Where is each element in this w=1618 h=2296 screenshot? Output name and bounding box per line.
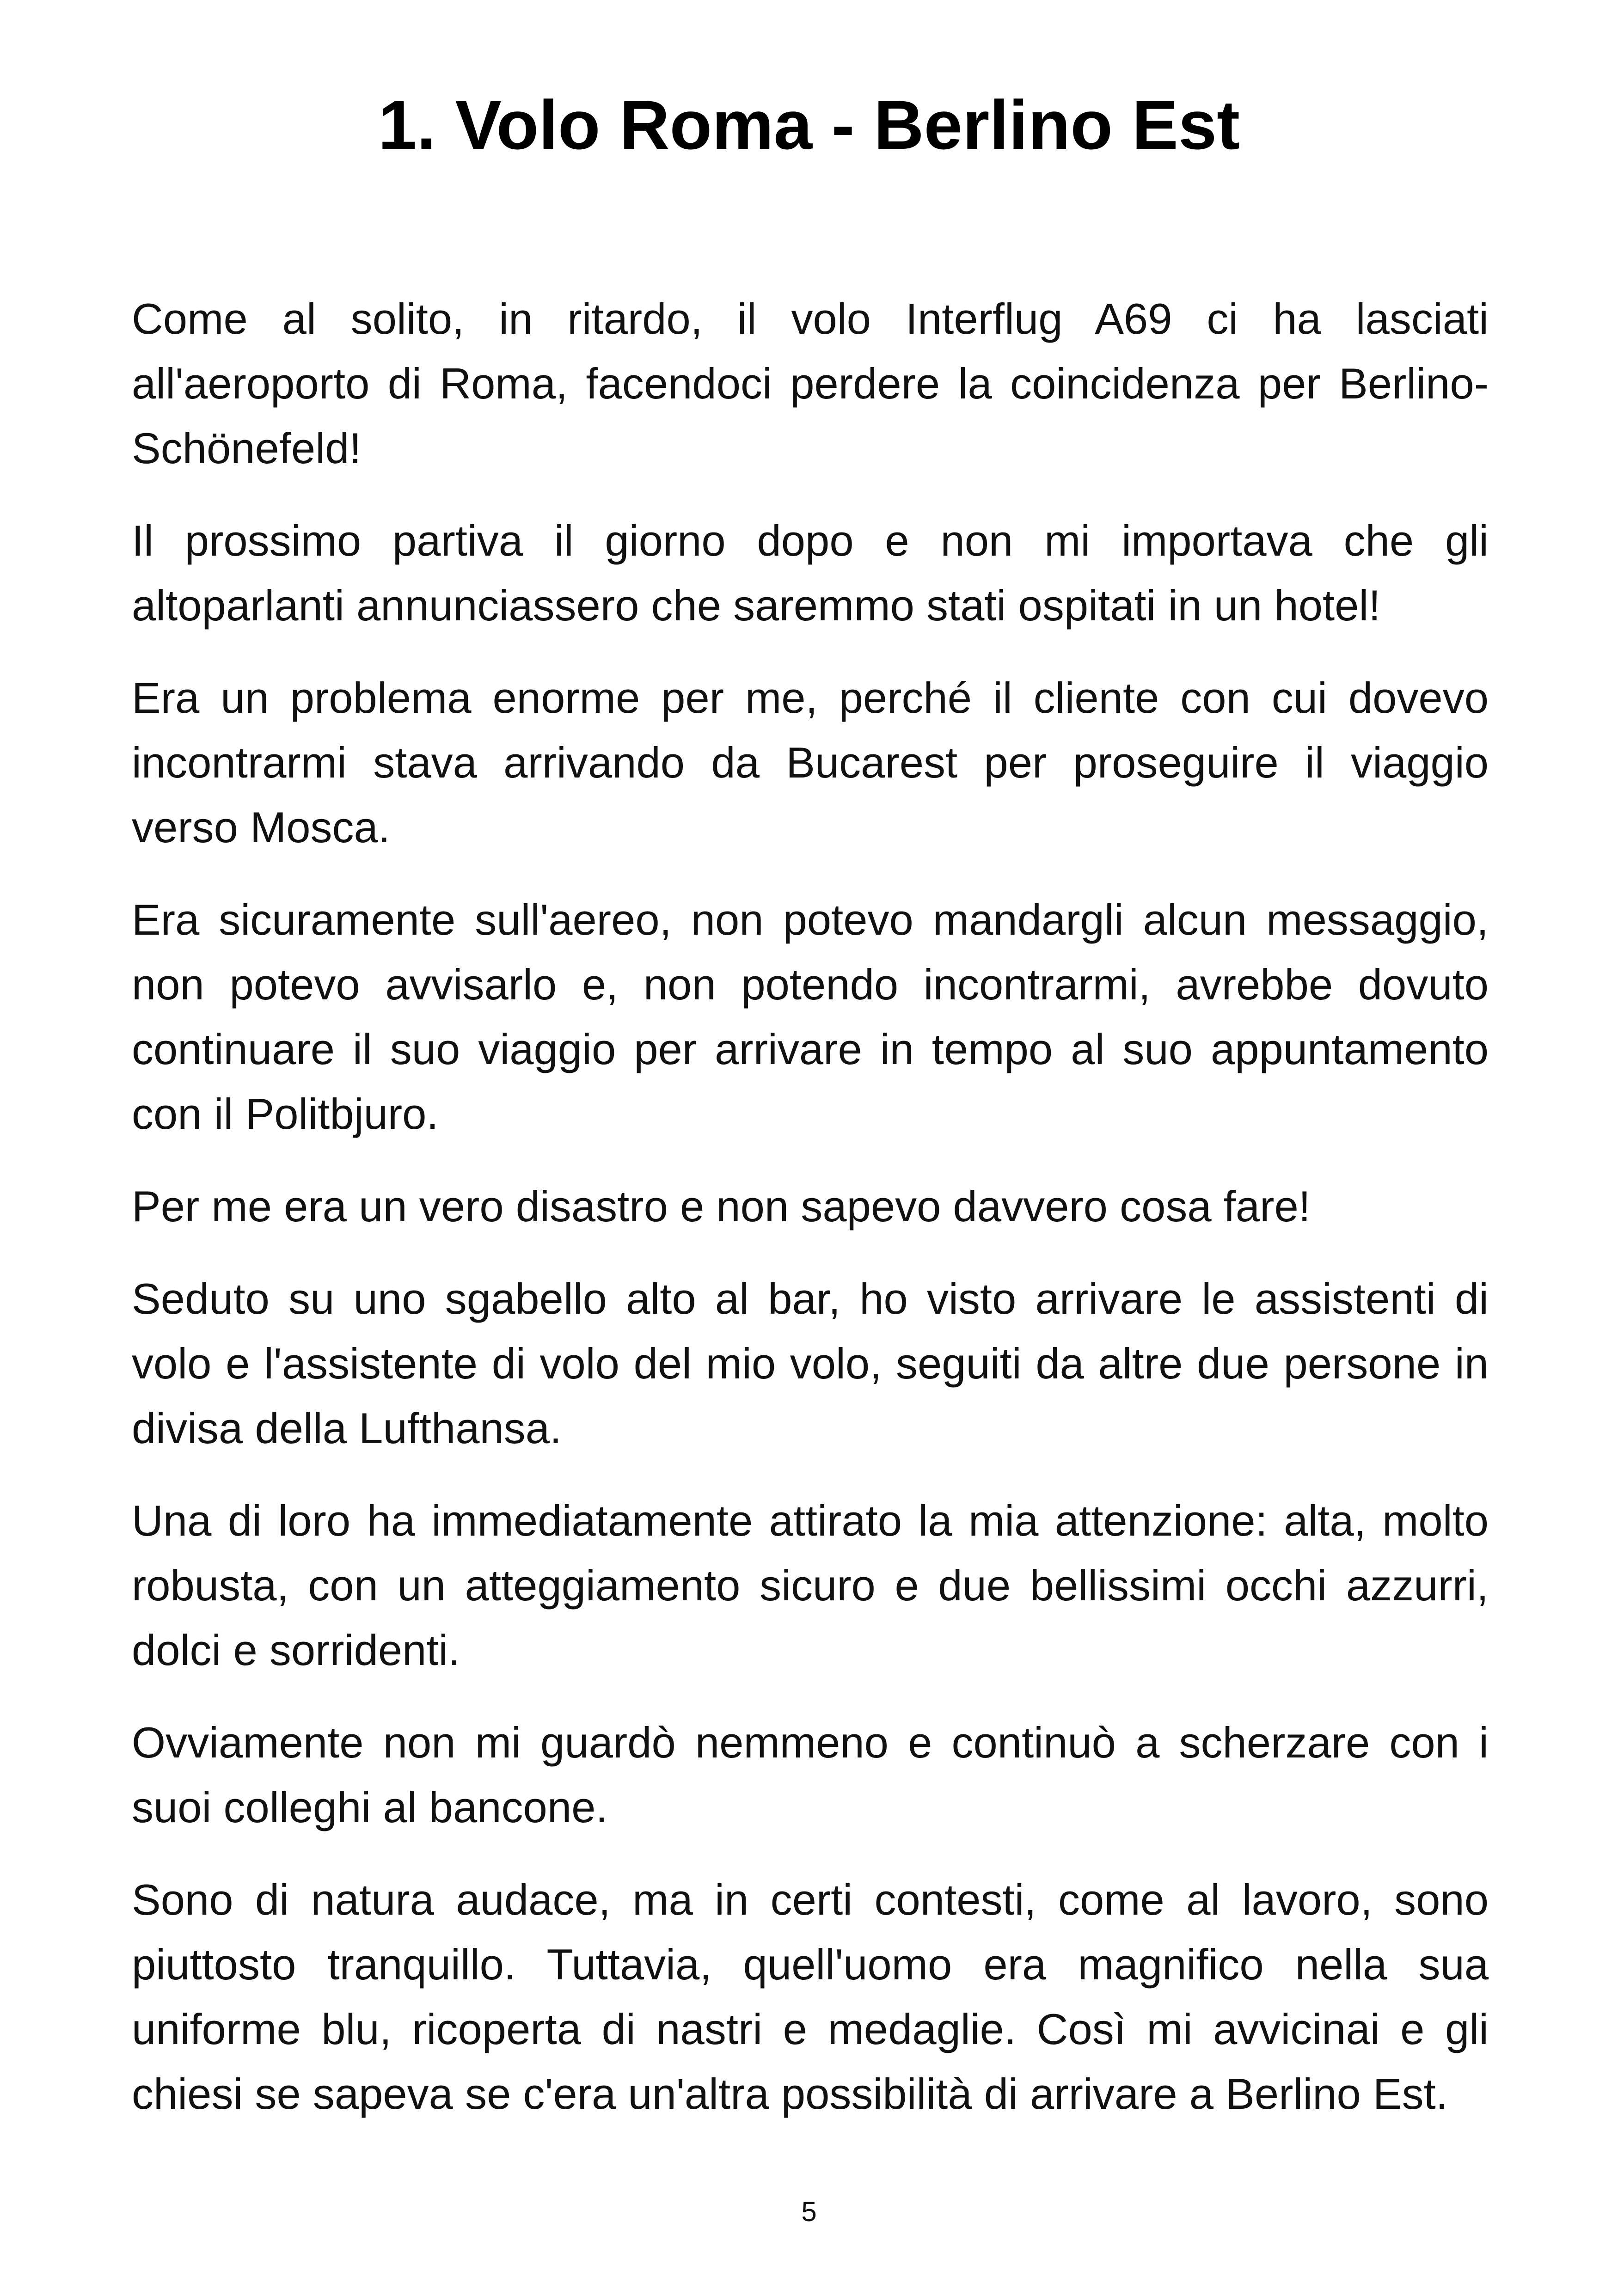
page-number: 5 <box>801 2196 817 2227</box>
chapter-title: 1. Volo Roma - Berlino Est <box>378 86 1240 164</box>
paragraph: Come al solito, in ritardo, il volo Interflug A69 ci ha lasciati all'aeroporto di Roma, facendoci perdere la coincidenza per Berlino-Schönefeld! <box>132 294 1489 472</box>
paragraph: Era un problema enorme per me, perché il cliente con cui dovevo incontrarmi stava arrivando da Bucarest per proseguire il viaggio verso Mosca. <box>132 673 1489 851</box>
paragraph: Era sicuramente sull'aereo, non potevo mandargli alcun messaggio, non potevo avvisarlo e, non potendo incontrarmi, avrebbe dovuto continuare il suo viaggio per arrivare in tempo al suo appuntamento con il Politbjuro. <box>132 895 1489 1138</box>
paragraph: Il prossimo partiva il giorno dopo e non mi importava che gli altoparlanti annunciassero che saremmo stati ospitati in un hotel! <box>132 516 1489 630</box>
paragraph: Sono di natura audace, ma in certi contesti, come al lavoro, sono piuttosto tranquillo. Tuttavia, quell'uomo era magnifico nella sua uniforme blu, ricoperta di nastri e medaglie. Così mi avvicinai e gli chiesi se sapeva se c'era un'altra possibilità di arrivare a Berlino Est. <box>132 1875 1489 2118</box>
paragraph: Una di loro ha immediatamente attirato la mia attenzione: alta, molto robusta, con un atteggiamento sicuro e due bellissimi occhi azzurri, dolci e sorridenti. <box>132 1496 1489 1674</box>
paragraph: Per me era un vero disastro e non sapevo davvero cosa fare! <box>132 1182 1311 1231</box>
chapter-body <box>132 287 1489 2154</box>
paragraph: Seduto su uno sgabello alto al bar, ho visto arrivare le assistenti di volo e l'assistente di volo del mio volo, seguiti da altre due persone in divisa della Lufthansa. <box>132 1274 1489 1452</box>
paragraph: Ovviamente non mi guardò nemmeno e continuò a scherzare con i suoi colleghi al bancone. <box>132 1718 1489 1831</box>
